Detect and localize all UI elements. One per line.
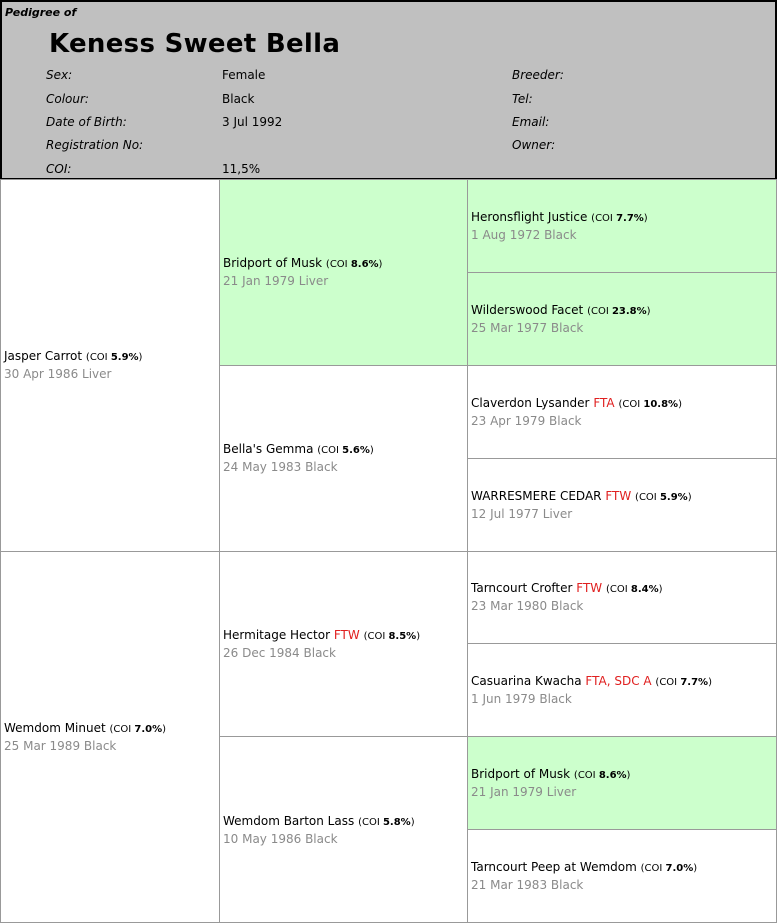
dog-entry (471, 302, 773, 336)
dog-colour: Liver (543, 507, 572, 521)
coi-word: COI (595, 213, 613, 224)
dog-coi: (COI 7.7%) (591, 213, 648, 224)
dog-name[interactable]: Wemdom Minuet (4, 721, 106, 735)
dog-name[interactable]: Jasper Carrot (4, 349, 82, 363)
dog-name-line (4, 348, 216, 366)
dog-entry (471, 395, 773, 429)
dog-colour: Black (305, 460, 337, 474)
coi-percent: 23.8% (612, 306, 647, 317)
dog-dob: 23 Mar 1980 (471, 599, 547, 613)
pedigree-cell-gen3-2 (467, 272, 777, 366)
dog-coi: (COI 8.6%) (326, 259, 383, 270)
dog-dob: 26 Dec 1984 (223, 646, 300, 660)
dog-entry (471, 488, 773, 522)
dog-name-line (471, 580, 773, 598)
dog-coi: (COI 23.8%) (587, 306, 651, 317)
dob-value: 3 Jul 1992 (222, 115, 282, 129)
dog-dob: 10 May 1986 (223, 832, 301, 846)
dog-dob-colour (471, 598, 773, 614)
dog-dob: 12 Jul 1977 (471, 507, 539, 521)
pedigree-cell-gen2-1 (219, 179, 468, 366)
dog-name-line (471, 302, 773, 320)
dog-colour: Black (84, 739, 116, 753)
dog-name[interactable]: Bella's Gemma (223, 442, 313, 456)
email-label: Email: (512, 115, 549, 129)
dog-dob-colour (223, 831, 464, 847)
dog-coi: (COI 8.4%) (606, 584, 663, 595)
dog-colour: Black (551, 878, 583, 892)
pedigree-cell-gen3-4 (467, 458, 777, 552)
dog-entry (4, 348, 216, 382)
dog-titles: FTA (593, 396, 614, 410)
coi-percent: 5.9% (660, 492, 688, 503)
dog-name[interactable]: Casuarina Kwacha (471, 674, 582, 688)
dog-name[interactable]: WARRESMERE CEDAR (471, 489, 602, 503)
dog-coi: (COI 5.8%) (358, 817, 415, 828)
dog-coi: (COI 5.9%) (86, 352, 143, 363)
colour-label: Colour: (46, 92, 89, 106)
dog-dob: 1 Jun 1979 (471, 692, 536, 706)
dog-dob-colour (4, 366, 216, 382)
dog-name-line (223, 255, 464, 273)
dog-name-line (471, 209, 773, 227)
pedigree-cell-gen3-5 (467, 551, 777, 645)
dob-label: Date of Birth: (46, 115, 127, 129)
coi-percent: 7.7% (616, 213, 644, 224)
registration-label: Registration No: (46, 138, 143, 152)
dog-name-line (471, 395, 773, 413)
dog-name[interactable]: Claverdon Lysander (471, 396, 589, 410)
coi-percent: 7.0% (666, 863, 694, 874)
dog-colour: Black (544, 228, 576, 242)
coi-value: 11,5% (222, 162, 260, 176)
pedigree-header (0, 0, 777, 180)
dog-entry (223, 627, 464, 661)
coi-percent: 8.5% (388, 631, 416, 642)
dog-colour: Black (539, 692, 571, 706)
pedigree-of-label: Pedigree of (5, 6, 76, 19)
dog-dob: 25 Mar 1977 (471, 321, 547, 335)
dog-titles: FTW (576, 581, 602, 595)
dog-entry (223, 255, 464, 289)
coi-percent: 8.4% (631, 584, 659, 595)
dog-dob-colour (471, 506, 773, 522)
pedigree-cell-gen2-4 (219, 736, 468, 923)
dog-name[interactable]: Bridport of Musk (471, 767, 570, 781)
dog-dob-colour (471, 320, 773, 336)
dog-titles: FTW (334, 628, 360, 642)
dog-coi: (COI 7.7%) (655, 677, 712, 688)
breeder-label: Breeder: (512, 68, 564, 82)
coi-percent: 5.8% (383, 817, 411, 828)
dog-name[interactable]: Wemdom Barton Lass (223, 814, 354, 828)
dog-colour: Black (304, 646, 336, 660)
coi-word: COI (90, 352, 108, 363)
coi-percent: 5.6% (342, 445, 370, 456)
dog-dob-colour (223, 645, 464, 661)
coi-word: COI (622, 399, 640, 410)
dog-colour: Black (551, 599, 583, 613)
owner-label: Owner: (512, 138, 555, 152)
tel-label: Tel: (512, 92, 533, 106)
coi-word: COI (591, 306, 609, 317)
coi-word: COI (610, 584, 628, 595)
dog-dob: 25 Mar 1989 (4, 739, 80, 753)
dog-dob: 1 Aug 1972 (471, 228, 540, 242)
dog-coi: (COI 10.8%) (618, 399, 682, 410)
coi-label: COI: (46, 162, 71, 176)
dog-dob-colour (471, 413, 773, 429)
dog-name[interactable]: Hermitage Hector (223, 628, 330, 642)
dog-dob: 23 Apr 1979 (471, 414, 545, 428)
dog-titles: FTA, SDC A (585, 674, 651, 688)
dog-name-line (223, 627, 464, 645)
pedigree-cell-gen3-3 (467, 365, 777, 459)
dog-dob-colour (471, 691, 773, 707)
dog-dob: 21 Jan 1979 (471, 785, 543, 799)
pedigree-cell-gen2-2 (219, 365, 468, 552)
dog-titles: FTW (605, 489, 631, 503)
dog-dob: 21 Jan 1979 (223, 274, 295, 288)
coi-word: COI (113, 724, 131, 735)
dog-name-line (471, 859, 773, 877)
coi-percent: 7.0% (134, 724, 162, 735)
dog-dob-colour (471, 784, 773, 800)
dog-coi: (COI 7.0%) (110, 724, 167, 735)
pedigree-cell-gen3-7 (467, 736, 777, 830)
pedigree-cell-gen1-2 (0, 551, 220, 923)
dog-dob-colour (4, 738, 216, 754)
dog-coi: (COI 5.6%) (317, 445, 374, 456)
coi-word: COI (659, 677, 677, 688)
dog-name[interactable]: Wilderswood Facet (471, 303, 583, 317)
coi-word: COI (330, 259, 348, 270)
coi-percent: 8.6% (351, 259, 379, 270)
dog-entry (471, 766, 773, 800)
dog-name[interactable]: Heronsflight Justice (471, 210, 587, 224)
dog-entry (4, 720, 216, 754)
dog-dob: 21 Mar 1983 (471, 878, 547, 892)
dog-dob: 24 May 1983 (223, 460, 301, 474)
pedigree-cell-gen3-1 (467, 179, 777, 273)
pedigree-cell-gen1-1 (0, 179, 220, 552)
dog-entry (471, 580, 773, 614)
dog-entry (223, 441, 464, 475)
sex-value: Female (222, 68, 265, 82)
dog-colour: Liver (299, 274, 328, 288)
coi-word: COI (639, 492, 657, 503)
dog-coi: (COI 8.6%) (574, 770, 631, 781)
dog-name-title: Keness Sweet Bella (49, 29, 340, 59)
dog-name-line (471, 488, 773, 506)
dog-dob-colour (471, 877, 773, 893)
dog-dob-colour (223, 273, 464, 289)
pedigree-cell-gen3-8 (467, 829, 777, 923)
coi-percent: 8.6% (599, 770, 627, 781)
dog-name-line (471, 673, 773, 691)
pedigree-cell-gen3-6 (467, 643, 777, 737)
dog-name-line (223, 813, 464, 831)
coi-word: COI (645, 863, 663, 874)
dog-colour: Liver (547, 785, 576, 799)
dog-colour: Black (551, 321, 583, 335)
dog-name[interactable]: Tarncourt Crofter (471, 581, 572, 595)
dog-entry (223, 813, 464, 847)
dog-colour: Black (305, 832, 337, 846)
pedigree-cell-gen2-3 (219, 551, 468, 738)
dog-colour: Black (549, 414, 581, 428)
dog-entry (471, 859, 773, 893)
coi-word: COI (321, 445, 339, 456)
dog-coi: (COI 7.0%) (641, 863, 698, 874)
dog-entry (471, 673, 773, 707)
coi-percent: 10.8% (643, 399, 678, 410)
coi-percent: 5.9% (111, 352, 139, 363)
dog-name-line (223, 441, 464, 459)
coi-word: COI (362, 817, 380, 828)
dog-colour: Liver (82, 367, 111, 381)
dog-coi: (COI 5.9%) (635, 492, 692, 503)
sex-label: Sex: (46, 68, 72, 82)
coi-word: COI (578, 770, 596, 781)
dog-name[interactable]: Bridport of Musk (223, 256, 322, 270)
dog-dob-colour (223, 459, 464, 475)
dog-name-line (471, 766, 773, 784)
dog-name[interactable]: Tarncourt Peep at Wemdom (471, 860, 637, 874)
dog-dob-colour (471, 227, 773, 243)
dog-coi: (COI 8.5%) (364, 631, 421, 642)
colour-value: Black (222, 92, 254, 106)
coi-percent: 7.7% (680, 677, 708, 688)
dog-name-line (4, 720, 216, 738)
dog-entry (471, 209, 773, 243)
coi-word: COI (367, 631, 385, 642)
dog-dob: 30 Apr 1986 (4, 367, 78, 381)
